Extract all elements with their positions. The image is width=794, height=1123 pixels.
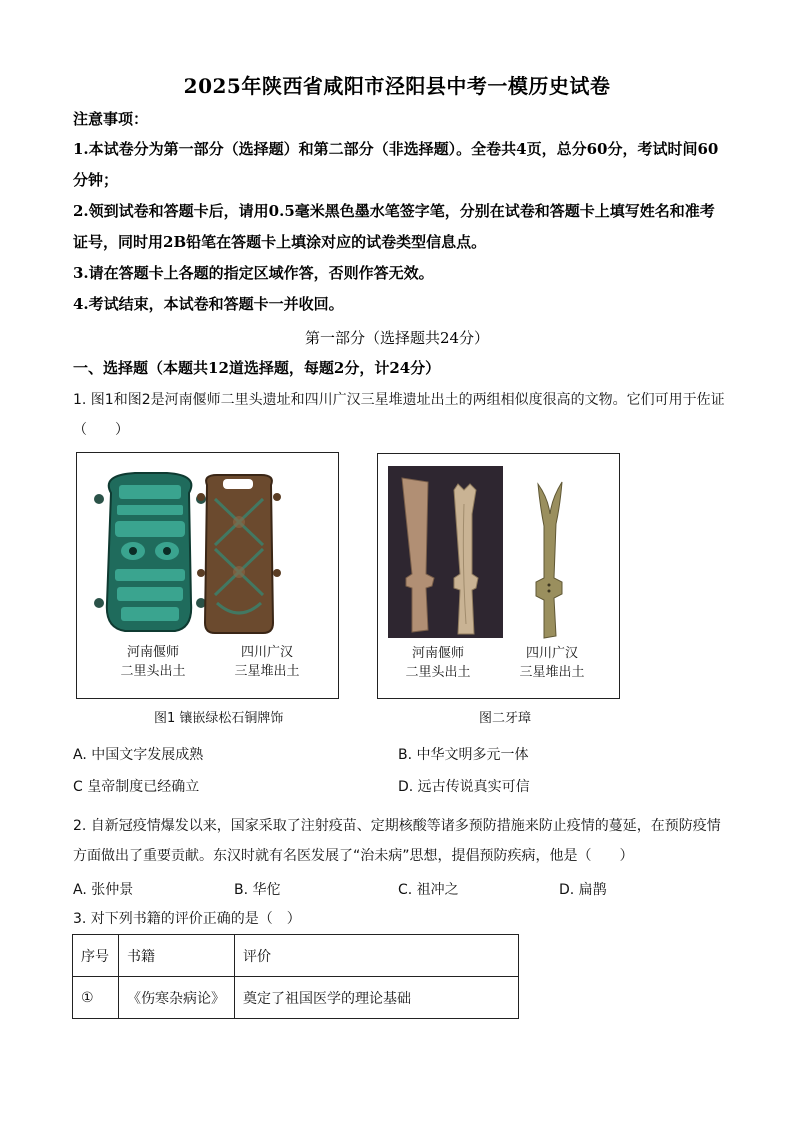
q2-option-b[interactable]: B. 华佗 — [234, 882, 281, 898]
page-title: 2025年陕西省咸阳市泾阳县中考一模历史试卷 — [183, 74, 611, 98]
figure-2-yazhang — [377, 453, 620, 699]
q1-option-c[interactable]: C 皇帝制度已经确立 — [73, 779, 200, 795]
notice-item-1: 1.本试卷分为第一部分（选择题）和第二部分（非选择题）。全卷共4页，总分60分，考试时间60分钟； — [73, 140, 719, 189]
header-book: 书籍 — [119, 935, 235, 977]
row-evaluation: 奠定了祖国医学的理论基础 — [235, 977, 519, 1019]
header-index: 序号 — [73, 935, 119, 977]
sanxingdui-plaque-image — [197, 475, 281, 633]
figure-1-plaques — [76, 452, 339, 699]
books-table — [72, 934, 519, 1019]
erlitou-yazhang-image — [402, 478, 478, 634]
header-evaluation: 评价 — [235, 935, 519, 977]
question-3-stem: 3. 对下列书籍的评价正确的是（ ） — [73, 911, 301, 927]
part-one-title: 第一部分（选择题共24分） — [304, 329, 490, 347]
notice-item-3: 3.请在答题卡上各题的指定区域作答，否则作答无效。 — [73, 264, 434, 282]
figure-2-right-label: 四川广汉 三星堆出土 — [519, 646, 585, 680]
figure-1-left-label: 河南偃师 二里头出土 — [120, 645, 186, 679]
q2-option-c[interactable]: C. 祖冲之 — [398, 882, 459, 898]
question-1-stem: 1. 图1和图2是河南偃师二里头遗址和四川广汉三星堆遗址出土的两组相似度很高的文物。它们可用于佐证（ ） — [73, 392, 725, 438]
sanxingdui-yazhang-image — [536, 482, 562, 638]
table-header-row — [73, 935, 519, 977]
erlitou-plaque-image — [94, 473, 206, 631]
table-row — [73, 977, 519, 1019]
figure-1-caption: 图1 镶嵌绿松石铜牌饰 — [154, 711, 284, 726]
q1-option-a[interactable]: A. 中国文字发展成熟 — [73, 747, 204, 763]
notice-item-2: 2.领到试卷和答题卡后，请用0.5毫米黑色墨水笔签字笔，分别在试卷和答题卡上填写姓名和准考证号，同时用2B铅笔在答题卡上填涂对应的试卷类型信息点。 — [73, 202, 715, 251]
notice-heading: 注意事项： — [73, 110, 149, 128]
figure-2-left-label: 河南偃师 二里头出土 — [405, 646, 471, 680]
section-title: 一、选择题（本题共12道选择题，每题2分，计24分） — [73, 359, 441, 377]
q2-option-d[interactable]: D. 扁鹊 — [559, 882, 607, 898]
row-book: 《伤寒杂病论》 — [119, 977, 235, 1019]
row-index: ① — [73, 977, 119, 1019]
q1-option-d[interactable]: D. 远古传说真实可信 — [398, 779, 530, 795]
q2-option-a[interactable]: A. 张仲景 — [73, 882, 134, 898]
figure-2-caption: 图二牙璋 — [479, 711, 532, 726]
question-2-stem: 2. 自新冠疫情爆发以来，国家采取了注射疫苗、定期核酸等诸多预防措施来防止疫情的蔓延，在预防疫情方面做出了重要贡献。东汉时就有名医发展了“治未病”思想，提倡预防疾病，他是（ ） — [73, 818, 721, 864]
notice-item-4: 4.考试结束，本试卷和答题卡一并收回。 — [73, 295, 344, 313]
figure-1-right-label: 四川广汉 三星堆出土 — [234, 645, 300, 679]
q1-option-b[interactable]: B. 中华文明多元一体 — [398, 747, 529, 763]
